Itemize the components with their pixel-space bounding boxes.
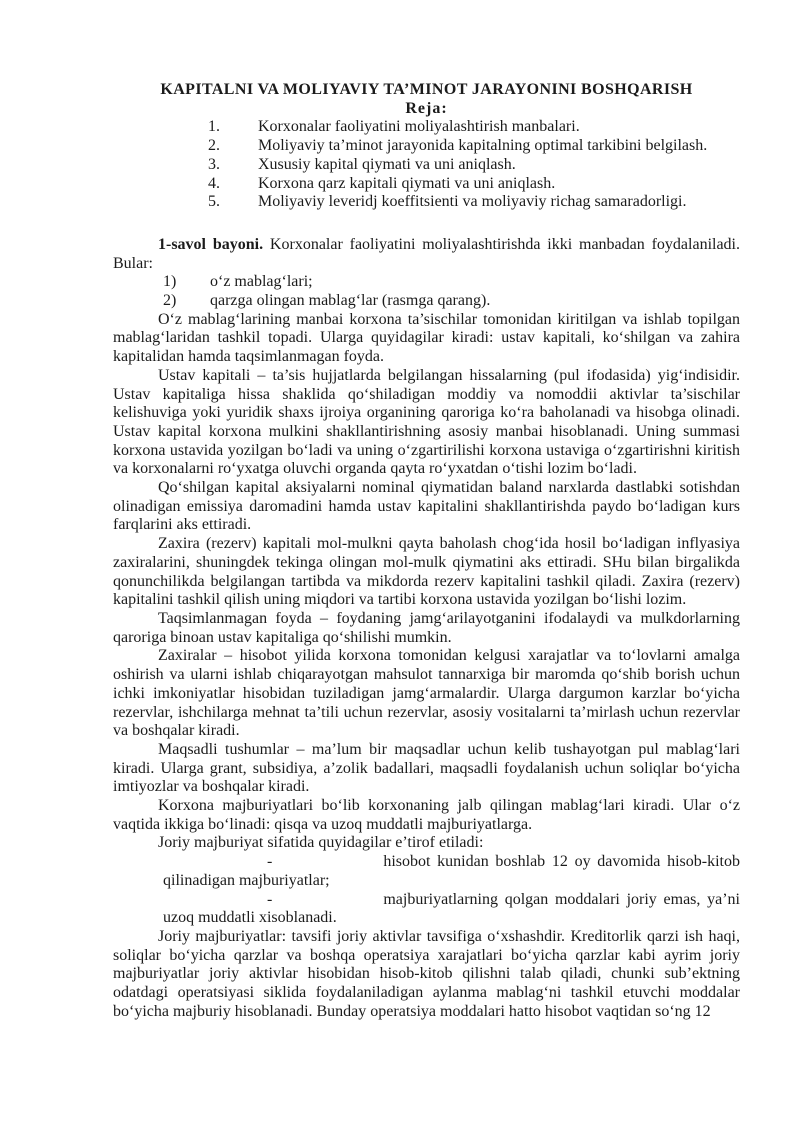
list-item-text: o‘z mablag‘lari; bbox=[210, 273, 313, 291]
intro-text: Korxonalar faoliyatini moliyalashtirishda ikki manbadan foydalaniladi. Bular: bbox=[113, 235, 741, 272]
body-paragraph: Zaxira (rezerv) kapitali mol-mulkni qayta baholash chog‘ida hosil bo‘ladigan inflyasiya zaxiralarini, shuningdek tekinga olingan mol-mulk qiymatini aks ettiradi. SHu bilan birgalikda qonunchilikda belgilangan tartibda va mikdorda rezerv kapitalini tashkil qiladi. Zaxira (rezerv) kapitalini tashkil qilish uning miqdori va tartibi korxona ustavida yozilgan bo‘lishi lozim. bbox=[113, 535, 740, 609]
agenda-item-text: Korxona qarz kapitali qiymati va uni aniqlash. bbox=[258, 174, 556, 192]
agenda-item-number: 2. bbox=[208, 137, 220, 155]
list-item-number: 2) bbox=[163, 292, 177, 310]
agenda-item bbox=[208, 137, 740, 156]
agenda-item bbox=[208, 156, 740, 175]
list-item bbox=[163, 273, 740, 292]
body-paragraph: Qo‘shilgan kapital aksiyalarni nominal qiymatidan baland narxlarda dastlabki sotishdan olinadigan emissiya daromadini hamda ustav kapitalini shakllantirishda paydo bo‘ladigan kurs farqlarini aks ettiradi. bbox=[113, 479, 740, 534]
dash-item-text: majburiyatlarning qolgan moddalari joriy emas, ya’ni uzoq muddatli xisoblanadi. bbox=[163, 890, 740, 927]
agenda-item-text: Korxonalar faoliyatini moliyalashtirish manbalari. bbox=[258, 118, 580, 136]
agenda-item-number: 1. bbox=[208, 118, 220, 136]
list-item-text: qarzga olingan mablag‘lar (rasmga qarang). bbox=[210, 292, 491, 310]
agenda-item-text: Xususiy kapital qiymati va uni aniqlash. bbox=[258, 155, 516, 173]
list-item bbox=[163, 292, 740, 311]
dash-marker: - bbox=[267, 890, 273, 908]
dash-list-item bbox=[163, 853, 740, 890]
body-paragraph: Korxona majburiyatlari bo‘lib korxonaning jalb qilingan mablag‘lari kiradi. Ular o‘z vaqtida ikkiga bo‘linadi: qisqa va uzoq muddatli majburiyatlarga. bbox=[113, 797, 740, 833]
document-title: KAPITALNI VA MOLIYAVIY TA’MINOT JARAYONINI BOSHQARISH bbox=[160, 81, 693, 98]
current-liabilities-list bbox=[113, 853, 740, 928]
agenda-item bbox=[208, 118, 740, 137]
plan-heading: Reja: bbox=[405, 99, 448, 117]
agenda-item bbox=[208, 175, 740, 194]
dash-marker: - bbox=[267, 853, 273, 871]
dash-list-item bbox=[163, 891, 740, 928]
body-paragraph: O‘z mablag‘larining manbai korxona ta’sischilar tomonidan kiritilgan va ishlab topilgan mablag‘laridan tashkil topadi. Ularga quyidagilar kiradi: ustav kapitali, ko‘shilgan va zahira kapitalidan hamda taqsimlanmagan foyda. bbox=[113, 310, 740, 366]
agenda-item-text: Moliyaviy leveridj koeffitsienti va moliyaviy richag samaradorligi. bbox=[258, 193, 687, 211]
intro-paragraph bbox=[113, 236, 740, 273]
body-paragraph: Taqsimlanmagan foyda – foydaning jamg‘arilayotganini ifodalaydi va mulkdorlarning qaroriga binoan ustav kapitaliga qo‘shilishi mumkin. bbox=[113, 609, 740, 646]
agenda-list bbox=[113, 118, 740, 212]
body-paragraph: Joriy majburiyat sifatida quyidagilar e’tirof etiladi: bbox=[158, 834, 484, 852]
body-paragraph: Zaxiralar – hisobot yilida korxona tomonidan kelgusi xarajatlar va to‘lovlarni amalga oshirish va ularni ishlab chiqarayotgan mahsulot tannarxiga bir maromda qo‘shib borish uchun ichki imkoniyatlar hisobidan tuziladigan jamg‘armalardir. Ularga dargumon karzlar bo‘yicha rezervlar, ishchilarga mehnat ta’tili uchun rezervlar, asosiy vositalarni ta’mirlash uchun rezervlar va boshqalar kiradi. bbox=[113, 647, 740, 740]
body-paragraph: Ustav kapitali – ta’sis hujjatlarda belgilangan hissalarning (pul ifodasida) yig‘indisidir. Ustav kapitaliga hissa shaklida qo‘shiladigan moddiy va nomoddii aktivlar ta’sischilar kelishuviga yoki yuridik shaxs ijroiya organining qaroriga ko‘ra baholanadi va hisobga olinadi. Ustav kapital korxona mulkini shakllantirishning asosiy manbai hisoblanadi. Uning summasi korxona ustavida yozilgan bo‘ladi va uning o‘zgartirilishi korxona ustaviga o‘zgartirishni kiritish va korxonalarni ro‘yxatga oluvchi organda qayta ro‘yxatdan o‘tishi lozim bo‘ladi. bbox=[113, 366, 740, 478]
closing-paragraph: Joriy majburiyatlar: tavsifi joriy aktivlar tavsifiga o‘xshashdir. Kreditorlik qarzi ish haqi, soliqlar bo‘yicha qarzlar va boshqa operatsiya xarajatlari bo‘yicha qarzlar kabi ayrim joriy majburiyatlar joriy aktivlar hisobidan hisob-kitob qilishni talab qiladi, chunki sub’ektning odatdagi operatsiyasi siklida foydalaniladigan aylanma mablag‘ni tashkil etuvchi moddalar bo‘yicha majburiy hisoblanadi. Bunday operatsiya moddalari hatto hisobot vaqtidan so‘ng 12 bbox=[113, 927, 740, 1020]
agenda-item-text: Moliyaviy ta’minot jarayonida kapitalning optimal tarkibini belgilash. bbox=[258, 137, 708, 155]
funding-sources-list bbox=[113, 273, 740, 310]
body-paragraph: Maqsadli tushumlar – ma’lum bir maqsadlar uchun kelib tushayotgan pul mablag‘lari kiradi. Ularga grant, subsidiya, a’zolik badallari, maqsadli foydalanish uchun soliqlar bo‘yicha imtiyozlar va boshqalar kiradi. bbox=[113, 740, 740, 796]
agenda-item-number: 4. bbox=[208, 174, 220, 192]
intro-lead: 1-savol bayoni. bbox=[158, 235, 264, 253]
agenda-item-number: 3. bbox=[208, 155, 220, 173]
agenda-item-number: 5. bbox=[208, 193, 220, 211]
dash-item-text: hisobot kunidan boshlab 12 oy davomida hisob-kitob qilinadigan majburiyatlar; bbox=[163, 853, 740, 889]
agenda-item bbox=[208, 193, 740, 212]
list-item-number: 1) bbox=[163, 273, 177, 291]
